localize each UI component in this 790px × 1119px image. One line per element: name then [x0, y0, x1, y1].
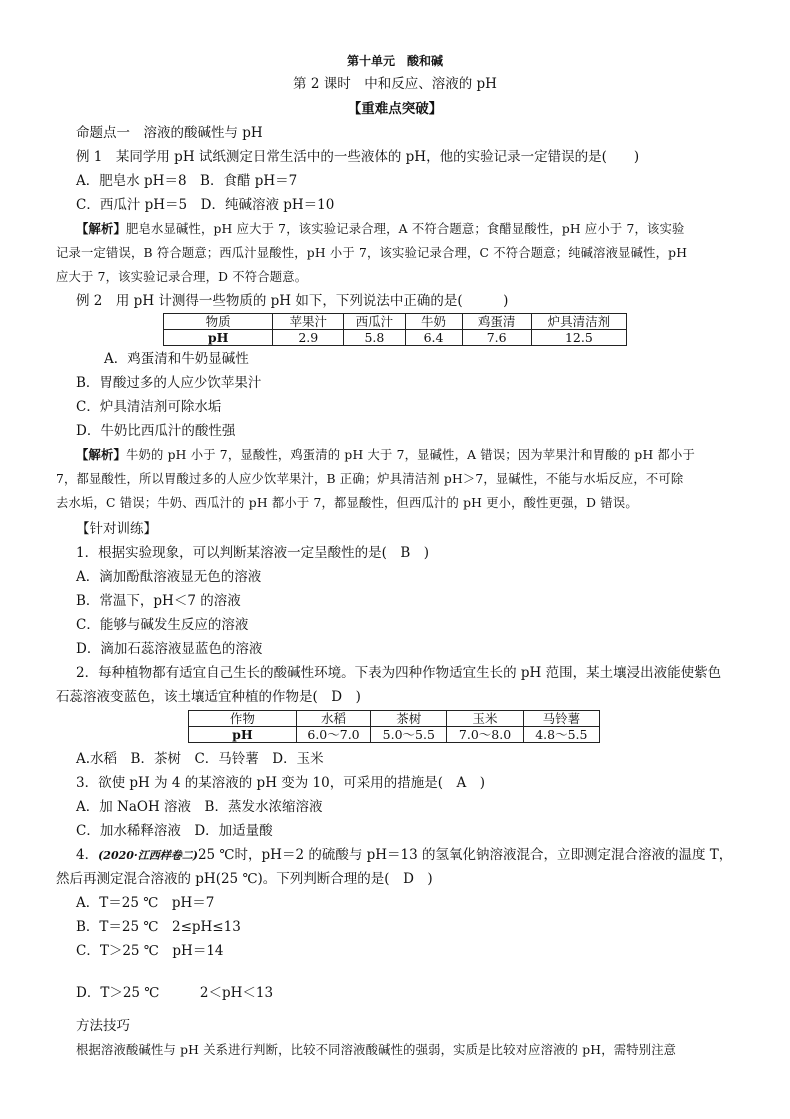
question-2-stem-line-2: 石蕊溶液变蓝色，该土壤适宜种植的作物是( D ) [56, 689, 361, 705]
example-2-explanation-line-2: 7，都显酸性，所以胃酸过多的人应少饮苹果汁，B 正确；炉具清洁剂 pH＞7，显碱性，不能与水垢反应，不可除 [56, 472, 684, 486]
question-4-stem-line-2: 然后再测定混合溶液的 pH(25 ℃)。下列判断合理的是( D ) [56, 871, 433, 887]
example-1-options-ab: A．肥皂水 pH＝8 B．食醋 pH＝7 [76, 173, 298, 189]
method-heading: 方法技巧 [76, 1018, 130, 1034]
table-cell: 12.5 [531, 330, 626, 346]
ph-table-crops [188, 710, 600, 743]
question-4-option-b: B．T＝25 ℃ 2≤pH≤13 [76, 919, 241, 935]
explanation-text: 牛奶的 pH 小于 7，显酸性，鸡蛋清的 pH 大于 7，显碱性，A 错误；因为苹果汁和胃酸的 pH 都小于 [126, 448, 695, 462]
practice-heading: 【针对训练】 [76, 521, 157, 537]
example-1-explanation-line-2: 记录一定错误，B 符合题意；西瓜汁显酸性，pH 小于 7，该实验记录合理，C 不符合题意；纯碱溶液显碱性，pH [56, 246, 688, 260]
section-title: 【重难点突破】 [347, 101, 443, 117]
table-row [189, 711, 600, 727]
table-cell: pH [189, 727, 297, 743]
table-cell: 物质 [164, 314, 273, 330]
table-cell: 玉米 [447, 711, 523, 727]
example-2-option-c: C．炉具清洁剂可除水垢 [76, 399, 222, 415]
table-cell: 5.0～5.5 [371, 727, 447, 743]
question-4-option-d: D．T＞25 ℃ 2＜pH＜13 [76, 985, 274, 1001]
table-cell: 作物 [189, 711, 297, 727]
table-cell: 7.6 [462, 330, 531, 346]
question-2-stem-line-1: 2．每种植物都有适宜自己生长的酸碱性环境。下表为四种作物适宜生长的 pH 范围，某土壤浸出液能使紫色 [76, 665, 722, 681]
table-cell: pH [164, 330, 273, 346]
question-1-option-d: D．滴加石蕊溶液显蓝色的溶液 [76, 641, 263, 657]
table-cell: 鸡蛋清 [462, 314, 531, 330]
table-row [189, 727, 600, 743]
question-1-option-b: B．常温下，pH＜7 的溶液 [76, 593, 241, 609]
example-2-stem: 例 2 用 pH 计测得一些物质的 pH 如下，下列说法中正确的是( ) [76, 293, 509, 309]
table-cell: 6.4 [405, 330, 462, 346]
explanation-tag: 【解析】 [76, 221, 126, 236]
question-1-option-c: C．能够与碱发生反应的溶液 [76, 617, 249, 633]
table-cell: 马铃薯 [523, 711, 599, 727]
question-2-options: A.水稻 B．茶树 C．马铃薯 D．玉米 [76, 751, 324, 767]
table-cell: 牛奶 [405, 314, 462, 330]
example-2-explanation-line-1 [76, 446, 695, 464]
example-2-option-b: B．胃酸过多的人应少饮苹果汁 [76, 375, 262, 391]
question-1-stem: 1．根据实验现象，可以判断某溶液一定呈酸性的是( B ) [76, 545, 430, 561]
question-source: (2020·江西样卷二) [98, 849, 198, 862]
question-text: 25 ℃时，pH＝2 的硫酸与 pH＝13 的氢氧化钠溶液混合，立即测定混合溶液的温度 T， [197, 847, 733, 863]
ph-table-substances [163, 313, 627, 346]
example-2-option-a: A．鸡蛋清和牛奶显碱性 [104, 351, 249, 367]
topic-heading: 命题点一 溶液的酸碱性与 pH [76, 125, 263, 141]
example-1-explanation-line-1 [76, 220, 685, 238]
table-cell: 6.0～7.0 [296, 727, 370, 743]
example-2-explanation-line-3: 去水垢，C 错误；牛奶、西瓜汁的 pH 都小于 7，都显酸性，但西瓜汁的 pH 更小，酸性更强，D 错误。 [56, 496, 638, 510]
table-cell: 西瓜汁 [344, 314, 405, 330]
table-cell: 炉具清洁剂 [531, 314, 626, 330]
lesson-title: 第 2 课时 中和反应、溶液的 pH [293, 76, 497, 92]
table-cell: 4.8～5.5 [523, 727, 599, 743]
question-4-option-c: C．T＞25 ℃ pH＝14 [76, 943, 224, 959]
question-3-stem: 3．欲使 pH 为 4 的某溶液的 pH 变为 10，可采用的措施是( A ) [76, 775, 486, 791]
table-cell: 2.9 [273, 330, 344, 346]
table-cell: 茶树 [371, 711, 447, 727]
question-4-stem-line-1 [76, 846, 732, 865]
explanation-text: 肥皂水显碱性，pH 应大于 7，该实验记录合理，A 不符合题意；食醋显酸性，pH 应小于 7，该实验 [126, 222, 685, 236]
example-1-options-cd: C．西瓜汁 pH＝5 D．纯碱溶液 pH＝10 [76, 197, 335, 213]
explanation-tag: 【解析】 [76, 447, 126, 462]
table-cell: 苹果汁 [273, 314, 344, 330]
question-number: 4． [76, 847, 99, 863]
table-cell: 7.0～8.0 [447, 727, 523, 743]
method-text: 根据溶液酸碱性与 pH 关系进行判断，比较不同溶液酸碱性的强弱，实质是比较对应溶液的 pH，需特别注意 [76, 1043, 677, 1057]
table-row [164, 314, 627, 330]
table-cell: 5.8 [344, 330, 405, 346]
question-3-options-cd: C．加水稀释溶液 D．加适量酸 [76, 823, 273, 839]
question-4-option-a: A．T＝25 ℃ pH＝7 [76, 895, 215, 911]
example-1-explanation-line-3: 应大于 7，该实验记录合理，D 不符合题意。 [56, 270, 308, 284]
table-cell: 水稻 [296, 711, 370, 727]
example-1-stem: 例 1 某同学用 pH 试纸测定日常生活中的一些液体的 pH，他的实验记录一定错误的是( ) [76, 149, 640, 165]
unit-title: 第十单元 酸和碱 [346, 54, 443, 68]
question-1-option-a: A．滴加酚酞溶液显无色的溶液 [76, 569, 262, 585]
question-3-options-ab: A．加 NaOH 溶液 B．蒸发水浓缩溶液 [76, 799, 323, 815]
table-row [164, 330, 627, 346]
example-2-option-d: D．牛奶比西瓜汁的酸性强 [76, 423, 236, 439]
